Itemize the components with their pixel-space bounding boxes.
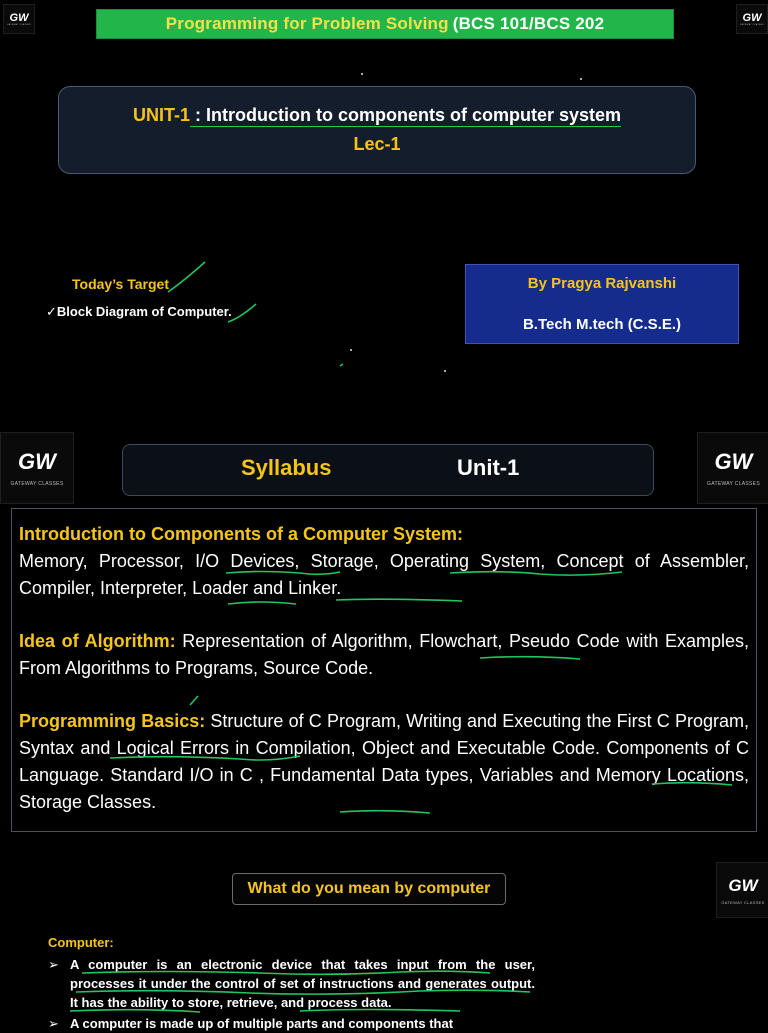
lecture-number: Lec-1 xyxy=(353,134,401,154)
gw-logo-icon: GW xyxy=(18,449,56,474)
section-heading: Idea of Algorithm: xyxy=(19,631,176,651)
target-title: Today’s Target xyxy=(72,276,169,292)
section-body: Memory, Processor, I/O Devices, Storage, Operating System, Concept of Assembler, Compiler, Interpreter, Loader and Linker. xyxy=(19,551,749,598)
question-box: What do you mean by computer xyxy=(232,873,506,905)
logo-slide3 xyxy=(716,862,768,918)
computer-heading: Computer: xyxy=(48,935,114,950)
logo-subtitle: GATEWAY CLASSES xyxy=(740,24,764,26)
gw-logo-icon: GW xyxy=(714,449,753,474)
target-item: ✓Block Diagram of Computer. xyxy=(46,304,232,319)
list-item-text: A computer is made up of multiple parts and components that xyxy=(70,1016,454,1031)
pen-annotations-slide3 xyxy=(0,960,768,1024)
section-heading: Programming Basics: xyxy=(19,711,206,731)
logo-subtitle: GATEWAY CLASSES xyxy=(721,899,765,905)
logo-right xyxy=(697,432,768,504)
gw-logo-icon: GW xyxy=(742,12,762,24)
arrow-bullet-icon: ➢ xyxy=(48,1016,59,1031)
gw-logo-icon: GW xyxy=(9,12,29,24)
author-name: By Pragya Rajvanshi xyxy=(527,275,677,292)
unit-label: UNIT-1 xyxy=(132,105,190,125)
logo-left xyxy=(0,432,74,504)
gw-logo-icon: GW xyxy=(728,875,758,895)
course-code: (BCS 101/BCS 202 xyxy=(452,14,605,33)
logo-subtitle: GATEWAY CLASSES xyxy=(707,481,760,487)
course-title: Programming for Problem Solving xyxy=(165,14,449,33)
section-body: Structure of C Program, Writing and Executing the First C Program, Syntax and Logical Errors in Compilation, Object and Executable Code. Components of C Language. Standard I/O in C , Fundamental Data types, Variables and Memory Locations, Storage Classes. xyxy=(19,711,749,812)
logo-subtitle: GATEWAY CLASSES xyxy=(7,24,31,26)
arrow-bullet-icon: ➢ xyxy=(48,957,59,972)
syllabus-label: Syllabus xyxy=(241,455,332,480)
list-item-text: A computer is an electronic device that takes input from the user, processes it under the control of set of instructions and generates output. It has the ability to store, retrieve, and process data. xyxy=(70,957,535,1010)
unit-title: : Introduction to components of computer system xyxy=(190,105,622,125)
section-body: Representation of Algorithm, Flowchart, Pseudo Code with Examples, From Algorithms to Programs, Source Code. xyxy=(19,631,749,678)
logo-subtitle: GATEWAY CLASSES xyxy=(10,481,64,487)
syllabus-header xyxy=(122,444,654,496)
author-degree: B.Tech M.tech (C.S.E.) xyxy=(522,316,682,333)
author-box xyxy=(465,264,739,344)
unit-label: Unit-1 xyxy=(457,455,520,480)
section-heading: Introduction to Components of a Computer System: xyxy=(19,524,463,544)
pen-annotations-slide2 xyxy=(0,500,768,840)
